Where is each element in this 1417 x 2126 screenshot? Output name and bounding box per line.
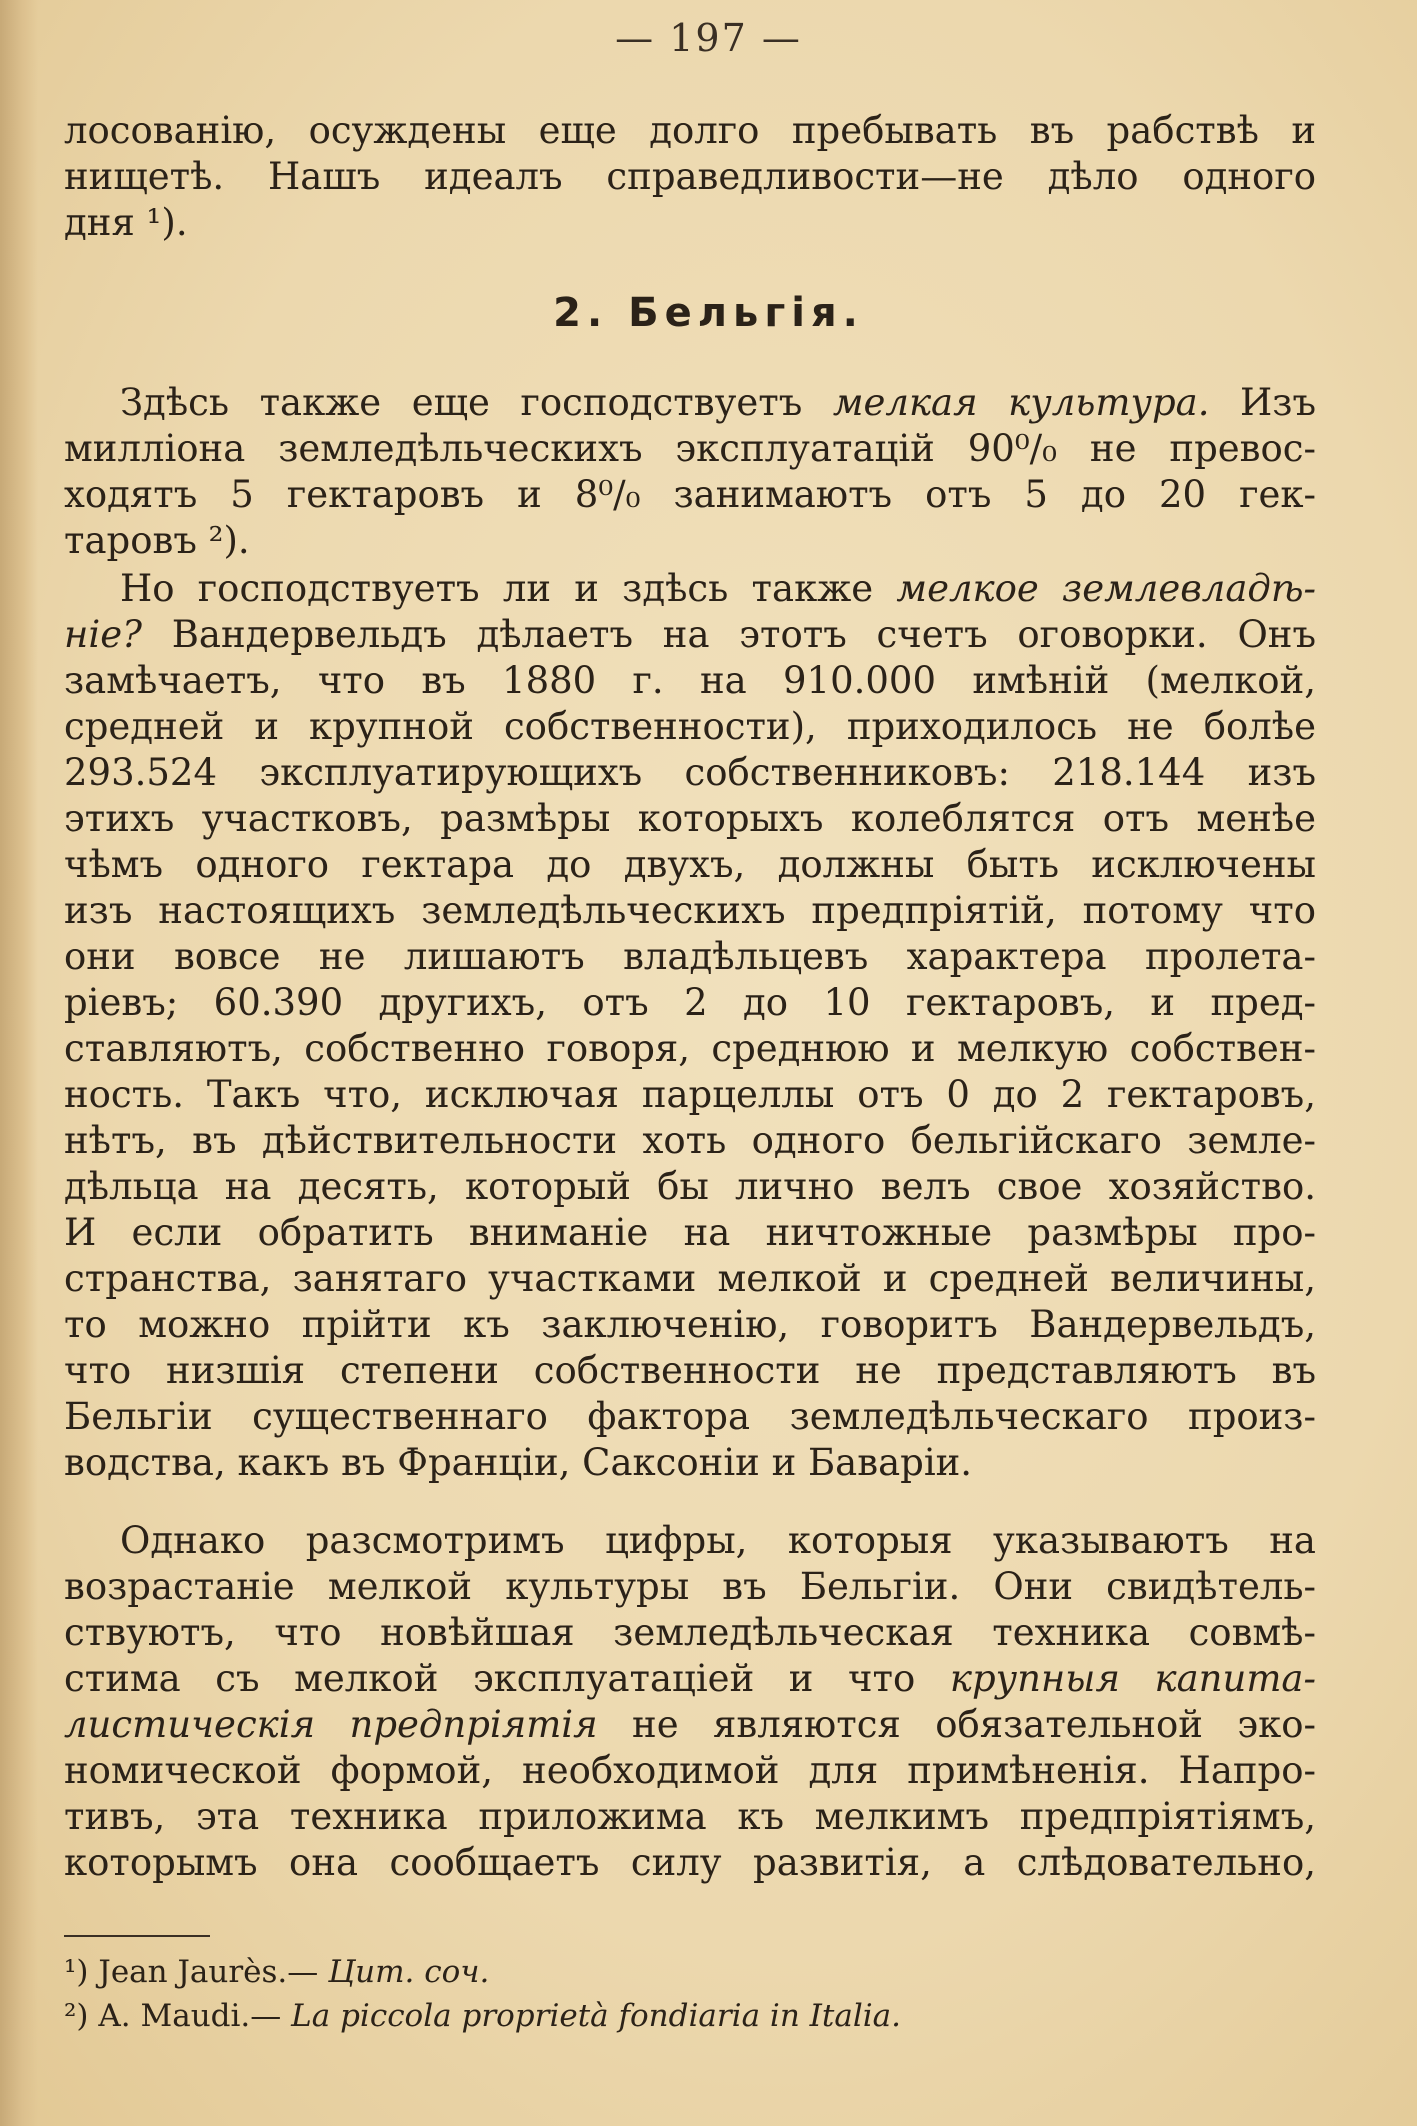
text-line: возрастаніе мелкой культуры въ Бельгіи. Они свидѣтель- <box>64 1565 1316 1608</box>
text-line: нѣтъ, въ дѣйствительности хоть одного бельгійскаго земле- <box>64 1119 1316 1162</box>
text-line: дѣльца на десять, который бы лично велъ свое хозяйство. <box>64 1165 1316 1208</box>
text-line: дня ¹). <box>64 201 188 244</box>
text-line: номической формой, необходимой для примѣненія. Напро- <box>64 1749 1316 1792</box>
text-line <box>64 1656 1316 1702</box>
page-number: — 197 — <box>615 16 802 60</box>
text-line: милліона земледѣльческихъ эксплуатацій 90⁰/₀ не превос- <box>64 427 1316 470</box>
paragraph-3 <box>64 1518 1316 1886</box>
text-run: стима съ мелкой эксплуатаціей и что <box>64 1657 950 1700</box>
text-line: тивъ, эта техника приложима къ мелкимъ предпріятіямъ, <box>64 1795 1316 1838</box>
footnote-title: Цит. соч. <box>328 1954 490 1990</box>
paragraph-2 <box>64 566 1316 1486</box>
text-line: средней и крупной собственности), приходилось не болѣе <box>64 705 1316 748</box>
text-line <box>64 612 1316 658</box>
text-line: изъ настоящихъ земледѣльческихъ предпріятій, потому что <box>64 889 1316 932</box>
text-line: которымъ она сообщаетъ силу развитія, а слѣдовательно, <box>64 1841 1316 1884</box>
text-run: Вандервельдъ дѣлаетъ на этотъ счетъ оговорки. Онъ <box>141 613 1316 656</box>
text-run: не являются обязательной эко- <box>597 1703 1316 1746</box>
text-line: ствуютъ, что новѣйшая земледѣльческая техника совмѣ- <box>64 1611 1316 1654</box>
footnote-author: Jean Jaurès.— <box>98 1954 329 1990</box>
text-run: Но господствуетъ ли и здѣсь также <box>120 567 897 610</box>
footnote-divider <box>64 1935 210 1937</box>
text-line: Бельгіи существеннаго фактора земледѣльческаго произ- <box>64 1395 1316 1438</box>
section-heading: 2. Бельгія. <box>553 290 864 336</box>
text-line: они вовсе не лишаютъ владѣльцевъ характера пролета- <box>64 935 1316 978</box>
text-run: Здѣсь также еще господствуетъ <box>120 381 833 424</box>
footnotes <box>64 1950 1316 2038</box>
italic-run: крупныя капита- <box>949 1657 1316 1700</box>
text-line: что низшія степени собственности не представляютъ въ <box>64 1349 1316 1392</box>
text-line: водства, какъ въ Франціи, Саксоніи и Баваріи. <box>64 1441 973 1484</box>
footnote-mark: ¹) <box>64 1954 99 1990</box>
text-line: странства, занятаго участками мелкой и средней величины, <box>64 1257 1316 1300</box>
text-line: ность. Такъ что, исключая парцеллы отъ 0 до 2 гектаровъ, <box>64 1073 1316 1116</box>
intro-paragraph <box>64 108 1316 246</box>
text-line: то можно прійти къ заключенію, говоритъ Вандервельдъ, <box>64 1303 1316 1346</box>
text-line: И если обратить вниманіе на ничтожные размѣры про- <box>64 1211 1316 1254</box>
text-line: чѣмъ одного гектара до двухъ, должны быть исключены <box>64 843 1316 886</box>
text-line: Однако разсмотримъ цифры, которыя указываютъ на <box>120 1519 1316 1562</box>
text-line: замѣчаетъ, что въ 1880 г. на 910.000 имѣній (мелкой, <box>64 659 1316 702</box>
text-line <box>64 1702 1316 1748</box>
text-line: этихъ участковъ, размѣры которыхъ колеблятся отъ менѣе <box>64 797 1316 840</box>
text-line: лосованію, осуждены еще долго пребывать въ рабствѣ и <box>64 109 1316 152</box>
text-line: 293.524 эксплуатирующихъ собственниковъ: 218.144 изъ <box>64 751 1316 794</box>
text-run: Изъ <box>1209 381 1317 424</box>
text-line <box>64 566 1316 612</box>
text-line: нищетѣ. Нашъ идеалъ справедливости—не дѣло одного <box>64 155 1316 198</box>
text-line: ріевъ; 60.390 другихъ, отъ 2 до 10 гектаровъ, и пред- <box>64 981 1316 1024</box>
text-line: таровъ ²). <box>64 519 250 562</box>
footnote-2 <box>64 1994 1316 2038</box>
footnote-1 <box>64 1950 1316 1994</box>
italic-run: ніе? <box>64 613 142 656</box>
footnote-title: La piccola proprietà fondiaria in Italia. <box>291 1998 902 2034</box>
footnote-author: A. Maudi.— <box>98 1998 292 2034</box>
paragraph-1 <box>64 380 1316 564</box>
text-line: ходятъ 5 гектаровъ и 8⁰/₀ занимаютъ отъ 5 до 20 гек- <box>64 473 1316 516</box>
italic-run: листическія предпріятія <box>64 1703 598 1746</box>
text-line <box>64 380 1316 426</box>
text-line: ставляютъ, собственно говоря, среднюю и мелкую собствен- <box>64 1027 1316 1070</box>
italic-run: мелкая культура. <box>832 381 1210 424</box>
footnote-mark: ²) <box>64 1998 99 2034</box>
italic-run: мелкое землевладѣ- <box>896 567 1316 610</box>
